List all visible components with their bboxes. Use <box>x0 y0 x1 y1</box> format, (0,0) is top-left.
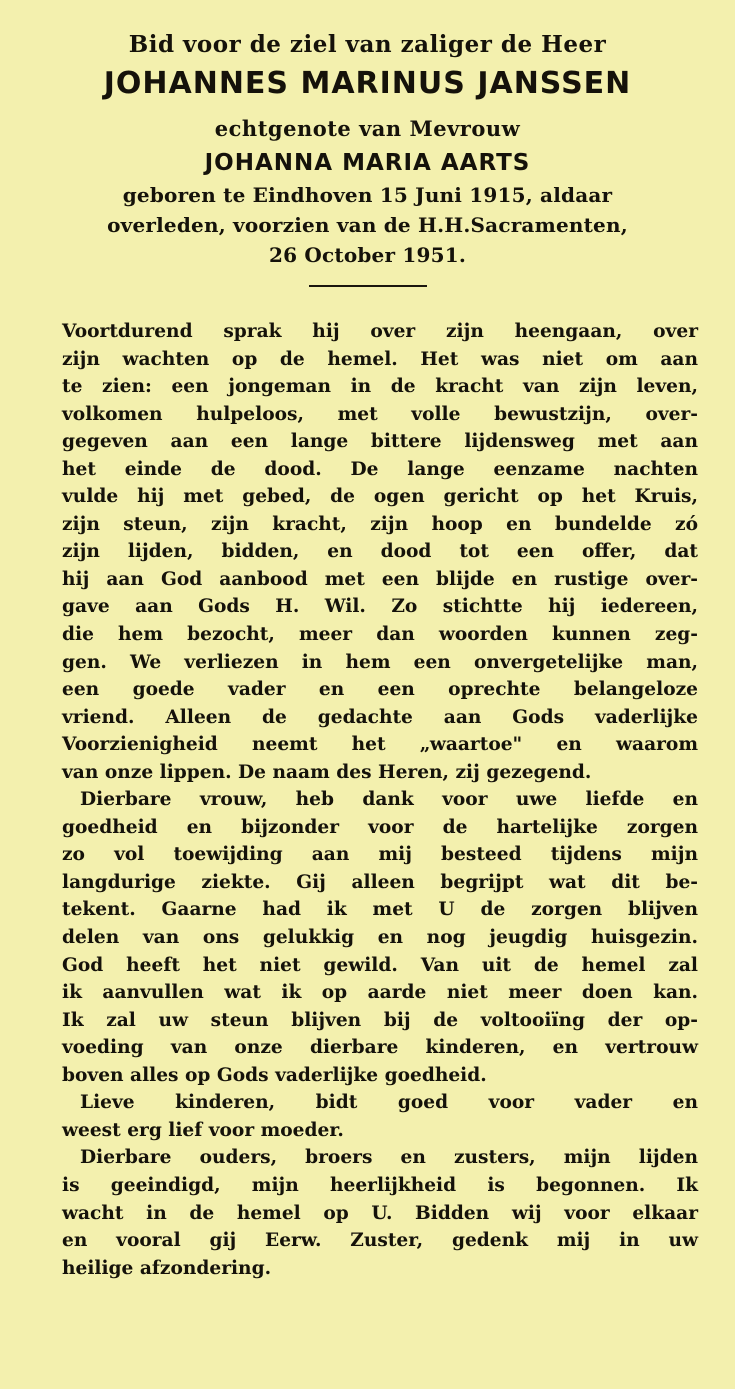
text-line: tekent. Gaarne had ik met U de zorgen blijven <box>62 899 698 921</box>
text-line: die hem bezocht, meer dan woorden kunnen zeg- <box>62 624 698 646</box>
text-line: het einde de dood. De lange eenzame nachten <box>62 458 698 480</box>
text-line: boven alles op Gods vaderlijke goedheid. <box>62 1064 487 1086</box>
text-line: een goede vader en een oprechte belangeloze <box>62 679 698 701</box>
spouse-intro: echtgenote van Mevrouw <box>214 116 521 141</box>
deceased-name: JOHANNES MARINUS JANSSEN <box>103 66 632 101</box>
text-line: Voorzienigheid neemt het „waartoe" en waarom <box>62 734 698 756</box>
birth-death-line: overleden, voorzien van de H.H.Sacramenten, <box>107 213 628 237</box>
text-line: en vooral gij Eerw. Zuster, gedenk mij in uw <box>62 1230 698 1252</box>
text-line: langdurige ziekte. Gij alleen begrijpt wat dit be- <box>62 871 698 893</box>
text-line: God heeft het niet gewild. Van uit de hemel zal <box>62 954 698 976</box>
birth-death-line: 26 October 1951. <box>268 243 466 267</box>
text-line: vulde hij met gebed, de ogen gericht op het Kruis, <box>62 486 698 508</box>
invocation-line: Bid voor de ziel van zaliger de Heer <box>128 31 607 58</box>
paragraph <box>62 1089 698 1144</box>
paragraph <box>62 1144 698 1282</box>
text-line: delen van ons gelukkig en nog jeugdig huisgezin. <box>62 927 698 949</box>
text-line: Lieve kinderen, bidt goed voor vader en <box>80 1092 698 1114</box>
text-line: Dierbare ouders, broers en zusters, mijn lijden <box>80 1147 698 1169</box>
text-line: Dierbare vrouw, heb dank voor uwe liefde en <box>80 789 698 811</box>
text-line: gen. We verliezen in hem een onvergetelijke man, <box>62 651 698 673</box>
text-line: te zien: een jongeman in de kracht van zijn leven, <box>62 376 698 398</box>
text-line: zijn wachten op de hemel. Het was niet om aan <box>62 348 698 370</box>
text-line: gegeven aan een lange bittere lijdensweg met aan <box>62 431 698 453</box>
text-line: vriend. Alleen de gedachte aan Gods vaderlijke <box>62 706 698 728</box>
memorial-text <box>62 318 698 1282</box>
spouse-name: JOHANNA MARIA AARTS <box>204 150 531 176</box>
text-line: weest erg lief voor moeder. <box>62 1119 344 1141</box>
text-line: voeding van onze dierbare kinderen, en vertrouw <box>62 1037 698 1059</box>
text-line: gave aan Gods H. Wil. Zo stichtte hij iedereen, <box>62 596 698 618</box>
text-line: wacht in de hemel op U. Bidden wij voor elkaar <box>62 1202 698 1224</box>
text-line: van onze lippen. De naam des Heren, zij gezegend. <box>62 761 592 783</box>
paragraph <box>62 318 698 786</box>
header-divider <box>309 285 427 287</box>
text-line: heilige afzondering. <box>62 1257 272 1279</box>
text-line: is geeindigd, mijn heerlijkheid is begonnen. Ik <box>62 1174 698 1196</box>
text-line: ik aanvullen wat ik op aarde niet meer doen kan. <box>62 982 698 1004</box>
text-line: zijn steun, zijn kracht, zijn hoop en bundelde zó <box>62 513 698 535</box>
text-line: zo vol toewijding aan mij besteed tijdens mijn <box>62 844 698 866</box>
text-line: volkomen hulpeloos, met volle bewustzijn, over- <box>62 403 698 425</box>
birth-death-line: geboren te Eindhoven 15 Juni 1915, aldaar <box>122 183 613 207</box>
text-line: Ik zal uw steun blijven bij de voltooiïng der op- <box>62 1009 698 1031</box>
text-line: goedheid en bijzonder voor de hartelijke zorgen <box>62 816 698 838</box>
text-line: Voortdurend sprak hij over zijn heengaan, over <box>62 321 698 342</box>
card-header <box>0 28 735 287</box>
text-line: hij aan God aanbood met een blijde en rustige over- <box>62 568 698 590</box>
text-line: zijn lijden, bidden, en dood tot een offer, dat <box>62 541 698 563</box>
paragraph <box>62 786 698 1089</box>
